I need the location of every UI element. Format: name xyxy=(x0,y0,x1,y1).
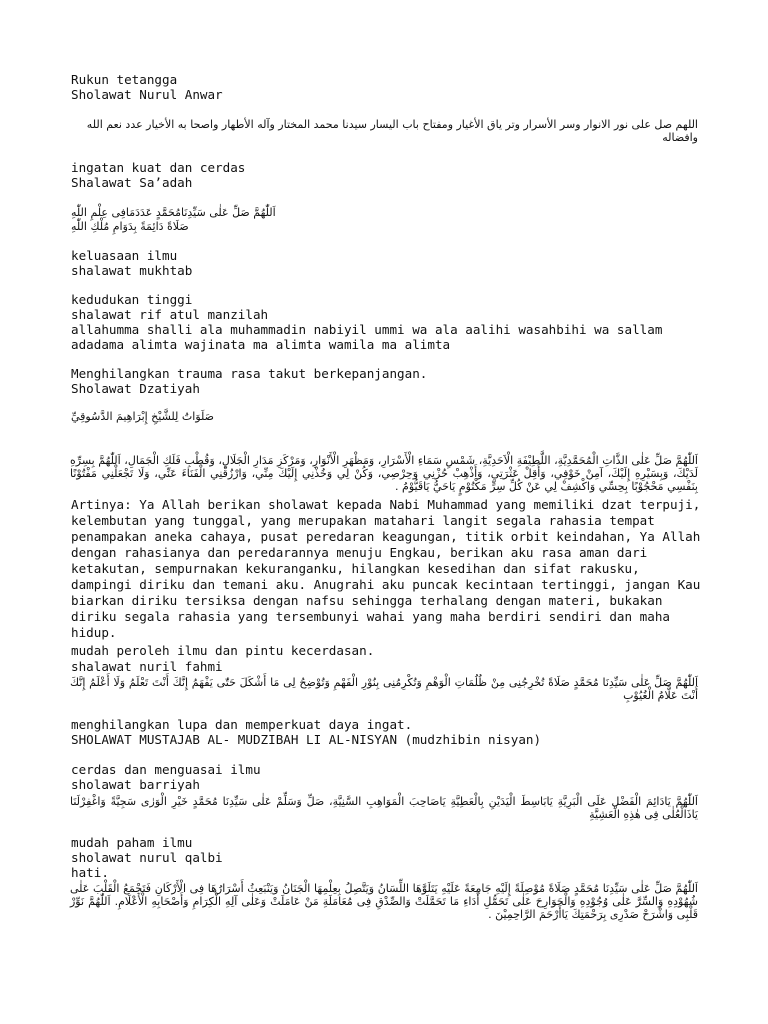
sholawat-name-barriyah: sholawat barriyah xyxy=(71,777,200,792)
section-title-lupa: menghilangkan lupa dan memperkuat daya ingat. xyxy=(71,717,413,732)
translation-dzatiyah: Artinya: Ya Allah berikan sholawat kepada Nabi Muhammad yang memiliki dzat terpuji, kelembutan yang tunggal, yang merupakan matahari langit segala rahasia tempat penampakan aneka cahaya, pusat peredaran keagungan, titik orbit keindahan, Ya Allah dengan rahasianya dan peredarannya menuju Engkau, berikan aku rasa aman dari ketakutan, sempurnakan kekuranganku, hilangkan kesedihan dan sifat rakusku, dampingi diriku dan temani aku. Anugrahi aku puncak kecintaan tertinggi, jangan Kau biarkan diriku tersiksa dengan nafsu sehingga terhalang dengan materi, bukakan diriku segala rahasia yang tersembunyi wahai yang maha berdiri sendiri dan maha hidup. xyxy=(71,497,701,640)
section-title-keluasaan-ilmu: keluasaan ilmu xyxy=(71,248,178,263)
section-title-rukun-tetangga: Rukun tetangga xyxy=(71,72,178,87)
section-title-trauma: Menghilangkan trauma rasa takut berkepanjangan. xyxy=(71,366,428,381)
arabic-text-nurul-anwar: اللهم صل على نور الانوار وسر الأسرار وتر ياق الأغيار ومفتاح باب اليسار سيدنا محمد المختار وآله الأطهار واصحا به الأخيار عدد نعم الله وافضاله xyxy=(86,118,698,144)
section-title-ingatan-kuat: ingatan kuat dan cerdas xyxy=(71,160,246,175)
sholawat-name-rif-atul-manzilah: shalawat rif atul manzilah xyxy=(71,307,269,322)
arabic-heading-dzatiyah: صَلَوَاتُ لِلشَّيْخِ إِبْرَاهِيمَ الدَّسُوقِيِّ xyxy=(71,410,214,423)
arabic-text-nuril-fahmi: اَللّٰهُمَّ صَلِّ عَلٰى سَيِّدِنَا مُحَمَّدٍ صَلَاةً تُخْرِجُنِى مِنْ ظُلُمَاتِ الْوَهْمِ وَتُكْرِمُنِى بِنُوْرِ الْفَهْمِ وَتُوْضِحُ لِى مَا أَشْكَلَ حَتّٰى يَفْهَمُ إِنَّكَ أَنْتَ تَعْلَمُ وَلَا أَعْلَمُ إِنَّكَ أَنْتَ عَلَّامُ الْغُيُوْبِ xyxy=(70,676,698,702)
transliteration-line1: allahumma shalli ala muhammadin nabiyil ummi wa ala aalihi wasahbihi wa sallam xyxy=(71,322,663,337)
sholawat-name-dzatiyah: Sholawat Dzatiyah xyxy=(71,381,200,396)
arabic-text-saadah-line2: صَلَاةً دَائِمَةً بِدَوَامِ مُلْكِ اللّٰهِ xyxy=(71,220,189,233)
section-title-cerdas: cerdas dan menguasai ilmu xyxy=(71,762,261,777)
sholawat-name-mustajab: SHOLAWAT MUSTAJAB AL- MUDZIBAH LI AL-NISYAN (mudzhibin nisyan) xyxy=(71,732,542,747)
transliteration-line2: adadama alimta wajinata ma alimta wamila ma alimta xyxy=(71,337,451,352)
section-title-kedudukan-tinggi: kedudukan tinggi xyxy=(71,292,193,307)
section-title-paham-ilmu: mudah paham ilmu xyxy=(71,835,193,850)
sholawat-name-nuril-fahmi: shalawat nuril fahmi xyxy=(71,659,223,674)
sholawat-name-saadah: Shalawat Sa’adah xyxy=(71,175,193,190)
section-note-hati: hati. xyxy=(71,865,109,880)
sholawat-name-nurul-qalbi: sholawat nurul qalbi xyxy=(71,850,223,865)
sholawat-name-mukhtab: shalawat mukhtab xyxy=(71,263,193,278)
arabic-text-nurul-qalbi: اَللّٰهُمَّ صَلِّ عَلٰى سَيِّدِنَا مُحَمَّدٍ صَلَاةً مُوْصِلَةً إِلَيْهِ جَامِعَةً عَلَيْهِ يَتَلَوَّهَا اللِّسَانُ وَيَتَّصِلُ بِعِلْمِهَا الْجَنَانُ وَيَنْبَعِثُ أَسْرَارُهَا فِى الْأَرْكَانِ فَتَجْمَعُ الْقَلْبَ عَلٰى شُهُوْدِهِ وَالسِّرَّ عَلٰى وُجُوْدِهِ وَالْجَوَارِحَ عَلٰى تَحَمُّلِ أَدَاءِ مَا تَحَمَّلَتْ وَالصِّدْقِ فِى مُعَامَلَةِ مَنْ عَامَلَتْ وَعَلٰى آلِهِ الْكِرَامِ وَأَصْحَابِهِ الْأَعْلَامِ. اَللّٰهُمَّ نَوِّرْ قَلْبِى وَاشْرَحْ صَدْرِى بِرَحْمَتِكَ يَاأَرْحَمَ الرَّاحِمِيْنَ . xyxy=(70,882,698,921)
arabic-text-saadah-line1: اَللّٰهُمَّ صَلِّ عَلٰى سَيِّدِنَامُحَمَّدٍ عَدَدَمَافِى عِلْمِ اللّٰهِ xyxy=(71,206,276,219)
arabic-text-dzatiyah: اَللّٰهُمَّ صَلِّ عَلٰى الذَّاتِ الْمُحَمَّدِيَّةِ، اللَّطِيْفَةِ الْاَحَدِيَّةِ، شَمْسِ سَمَاءِ الْأَسْرَارِ، وَمَظْهَرِ الْأَنْوَارِ، وَمَرْكَزِ مَدَارِ الْجَلَالِ، وَقُطْبِ فَلَكِ الْجَمَالِ، اَللّٰهُمَّ بِسِرِّهِ لَدَيْكَ، وَبِسَيْرِهِ إِلَيْكَ، آمِنْ خَوْفِي، وَأَقِلْ عَثْرَتِي، وَأَذْهِبْ حُزْنِي وَحِرْصِي، وَكُنْ لِي وَخُذْنِي إِلَيْكَ مِنِّي، وَارْزُقْنِي الْفَنَاءَ عَنِّي، وَلَا تَجْعَلْنِي مَفْتُوْنًا بِنَفْسِي مَحْجُوْبًا بِحِسِّي وَاكْشِفْ لِي عَنْ كُلِّ سِرٍّ مَكْتُوْمٍ يَاحَيُّ يَاقَيُّوْمُ . xyxy=(70,454,698,493)
section-title-peroleh-ilmu: mudah peroleh ilmu dan pintu kecerdasan. xyxy=(71,643,375,658)
arabic-text-barriyah: اَللّٰهُمَّ يَادَائِمَ الْفَضْلِ عَلَى الْبَرِيَّةِ يَابَاسِطَ الْيَدَيْنِ بِالْعَطِيَّةِ يَاصَاحِبَ الْمَوَاهِبِ السَّنِيَّةِ، صَلِّ وَسَلِّمْ عَلٰى سَيِّدِنَا مُحَمَّدٍ خَيْرِ الْوَرٰى سَجِيَّةً وَاغْفِرْلَنَا يَاذَالْعُلٰى فِى هٰذِهِ الْعَشِيَّةِ xyxy=(70,795,698,821)
sholawat-name-nurul-anwar: Sholawat Nurul Anwar xyxy=(71,87,223,102)
